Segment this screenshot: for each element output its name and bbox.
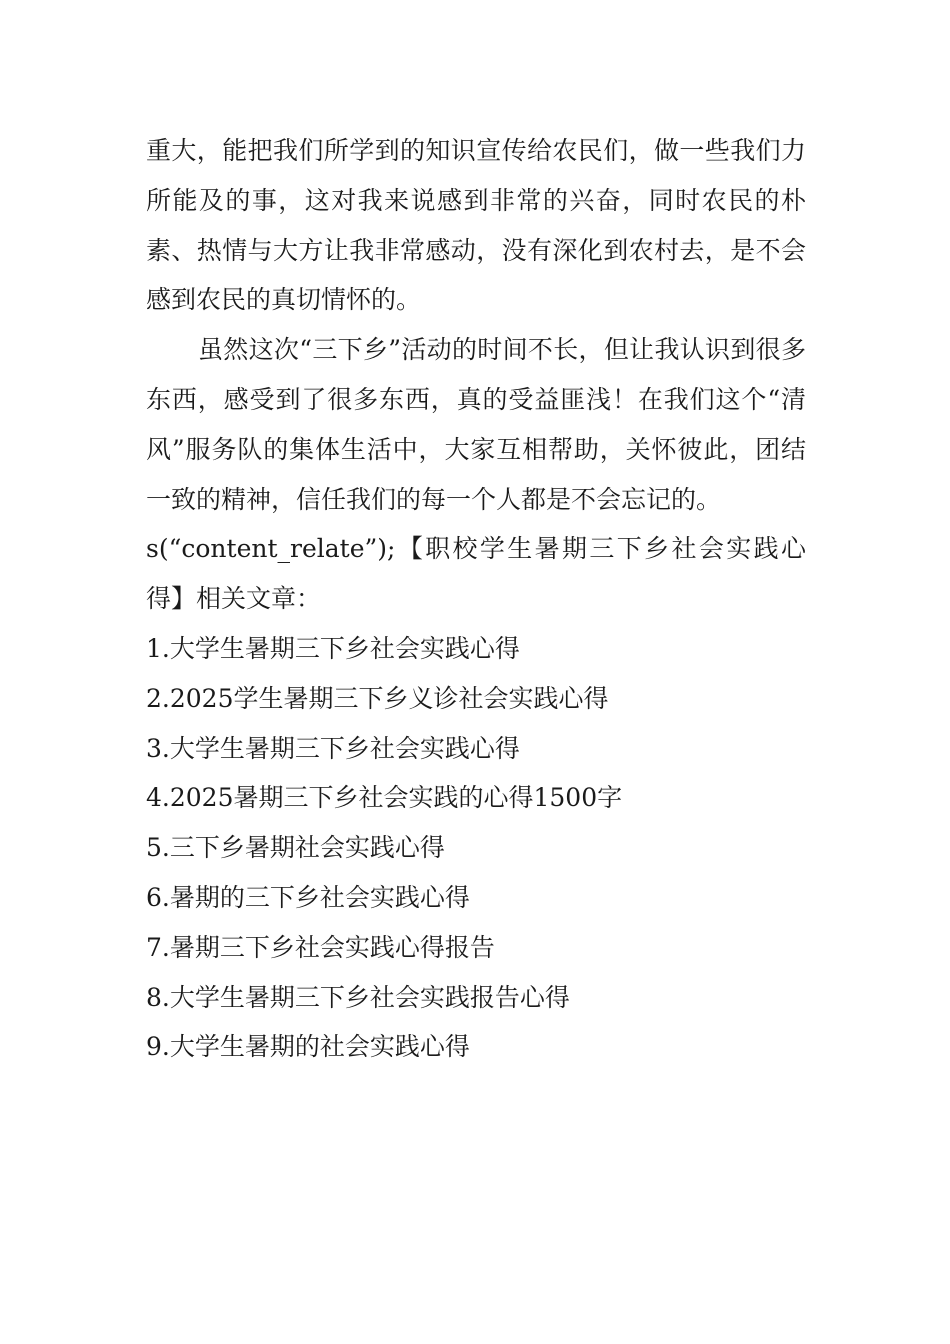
related-article-link[interactable]: 6.暑期的三下乡社会实践心得 [146, 882, 470, 912]
related-article-link[interactable]: 4.2025暑期三下乡社会实践的心得1500字 [146, 783, 623, 813]
related-articles-list [146, 624, 806, 1072]
related-article-link[interactable]: 2.2025学生暑期三下乡义诊社会实践心得 [146, 683, 609, 713]
body-paragraph: 重大，能把我们所学到的知识宣传给农民们，做一些我们力所能及的事，这对我来说感到非常的兴奋，同时农民的朴素、热情与大方让我非常感动，没有深化到农村去，是不会感到农民的真切情怀的。 [146, 136, 806, 315]
related-article-link[interactable]: 5.三下乡暑期社会实践心得 [146, 833, 445, 863]
body-paragraph: 虽然这次“三下乡”活动的时间不长，但让我认识到很多东西，感受到了很多东西，真的受益匪浅！在我们这个“清风”服务队的集体生活中，大家互相帮助，关怀彼此，团结一致的精神，信任我们的每一个人都是不会忘记的。 [146, 335, 806, 514]
document-body [146, 126, 806, 1072]
related-article-link[interactable]: 9.大学生暑期的社会实践心得 [146, 1032, 470, 1062]
related-article-link[interactable]: 8.大学生暑期三下乡社会实践报告心得 [146, 982, 570, 1012]
related-article-link[interactable]: 3.大学生暑期三下乡社会实践心得 [146, 733, 520, 763]
related-article-link[interactable]: 7.暑期三下乡社会实践心得报告 [146, 932, 495, 962]
related-articles-heading: s(“content_relate”);【职校学生暑期三下乡社会实践心得】相关文章： [146, 534, 806, 614]
related-article-link[interactable]: 1.大学生暑期三下乡社会实践心得 [146, 633, 520, 663]
